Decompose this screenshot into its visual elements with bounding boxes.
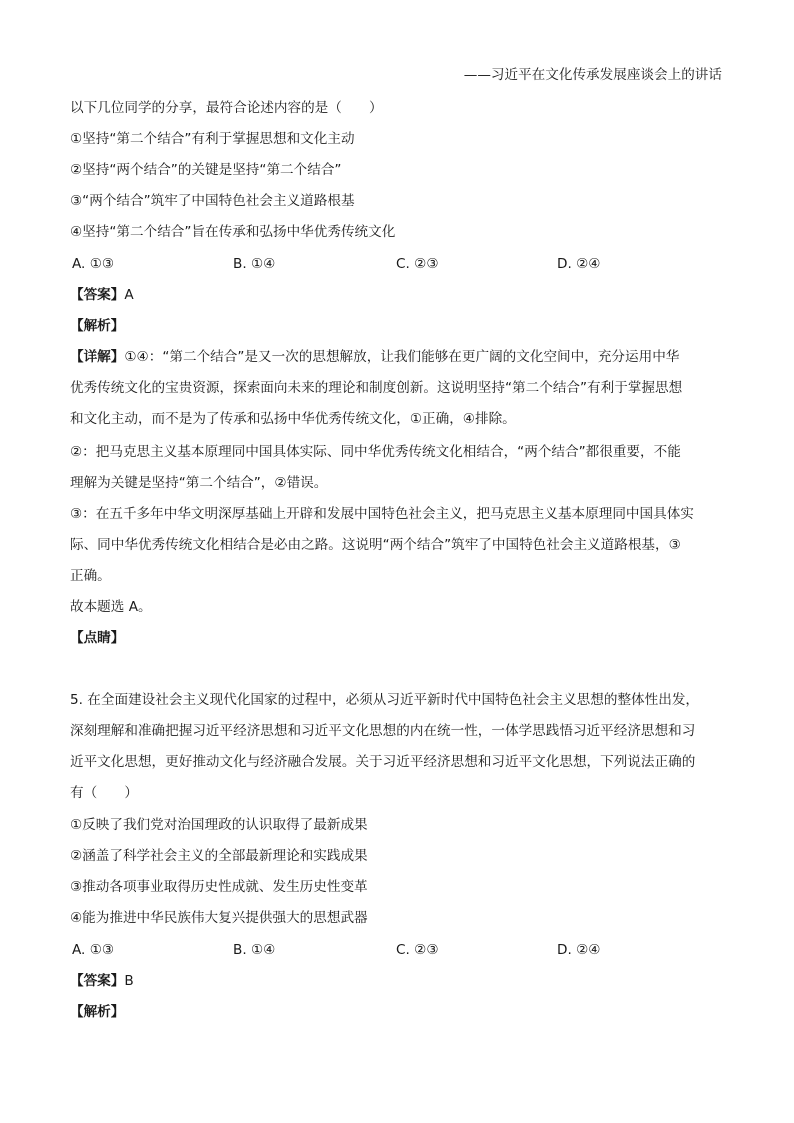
- q4-detail-line-8: 正确。: [70, 568, 111, 584]
- q4-answer-value: A: [124, 287, 134, 303]
- q4-option-d: D. ②④: [557, 256, 601, 272]
- q5-option-c: C. ②③: [396, 942, 439, 958]
- q5-answer-value: B: [124, 973, 134, 989]
- q5-analysis-tag: 【解析】: [70, 1004, 125, 1020]
- q4-statement-4: ④坚持“第二个结合”旨在传承和弘扬中华优秀传统文化: [70, 224, 396, 240]
- q5-stem-line-4: 有（ ）: [70, 785, 138, 801]
- q4-point-tag: 【点睛】: [70, 630, 125, 646]
- q4-option-a: A. ①③: [72, 256, 115, 272]
- q4-statement-1: ①坚持“第二个结合”有利于掌握思想和文化主动: [70, 131, 355, 147]
- q5-statement-4: ④能为推进中华民族伟大复兴提供强大的思想武器: [70, 910, 368, 926]
- q4-detail-line-5: 理解为关键是坚持“第二个结合”，②错误。: [70, 475, 328, 491]
- q5-statement-2: ②涵盖了科学社会主义的全部最新理论和实践成果: [70, 848, 368, 864]
- q4-detail-line-7: 际、同中华优秀传统文化相结合是必由之路。这说明“两个结合”筑牢了中国特色社会主义道路根基，③: [70, 537, 681, 553]
- q4-detail-line-4: ②：把马克思主义基本原理同中国具体实际、同中华优秀传统文化相结合，“两个结合”都很重要，不能: [70, 444, 681, 460]
- q5-option-b: B. ①④: [233, 942, 276, 958]
- quote-attribution: ——习近平在文化传承发展座谈会上的讲话: [463, 67, 722, 83]
- q4-stem: 以下几位同学的分享，最符合论述内容的是（ ）: [70, 100, 383, 116]
- q5-answer: [70, 971, 134, 991]
- q5-option-a: A. ①③: [72, 942, 115, 958]
- q5-statement-1: ①反映了我们党对治国理政的认识取得了最新成果: [70, 817, 368, 833]
- q4-detail-line-6: ③：在五千多年中华文明深厚基础上开辟和发展中国特色社会主义，把马克思主义基本原理同中国具体实: [70, 506, 694, 522]
- q4-option-b: B. ①④: [233, 256, 276, 272]
- q4-statement-2: ②坚持“两个结合”的关键是坚持“第二个结合”: [70, 162, 342, 178]
- q5-stem-line-3: 近平文化思想，更好推动文化与经济融合发展。关于习近平经济思想和习近平文化思想，下列说法正确的: [70, 754, 696, 770]
- q4-detail-line-3: 和文化主动，而不是为了传承和弘扬中华优秀传统文化，①正确，④排除。: [70, 411, 516, 427]
- q4-answer-tag: 【答案】: [70, 287, 125, 303]
- q4-detail-line-2: 优秀传统文化的宝贵资源，探索面向未来的理论和制度创新。这说明坚持“第二个结合”有利于掌握思想: [70, 380, 683, 396]
- q4-answer: [70, 285, 134, 305]
- q4-detail-line-1: 【详解】①④：“第二个结合”是又一次的思想解放，让我们能够在更广阔的文化空间中，充分运用中华: [70, 349, 680, 365]
- q4-detail-line-9: 故本题选 A。: [70, 599, 152, 615]
- q5-stem-line-1: 5. 在全面建设社会主义现代化国家的过程中，必须从习近平新时代中国特色社会主义思想的整体性出发，: [70, 692, 700, 708]
- q5-option-d: D. ②④: [557, 942, 601, 958]
- q4-option-c: C. ②③: [396, 256, 439, 272]
- q4-detail-tag: 【详解】: [70, 349, 125, 365]
- q4-analysis-tag: 【解析】: [70, 318, 125, 334]
- q5-stem-line-2: 深刻理解和准确把握习近平经济思想和习近平文化思想的内在统一性，一体学思践悟习近平经济思想和习: [70, 723, 696, 739]
- q5-statement-3: ③推动各项事业取得历史性成就、发生历史性变革: [70, 879, 368, 895]
- q4-statement-3: ③“两个结合”筑牢了中国特色社会主义道路根基: [70, 193, 355, 209]
- q5-answer-tag: 【答案】: [70, 973, 125, 989]
